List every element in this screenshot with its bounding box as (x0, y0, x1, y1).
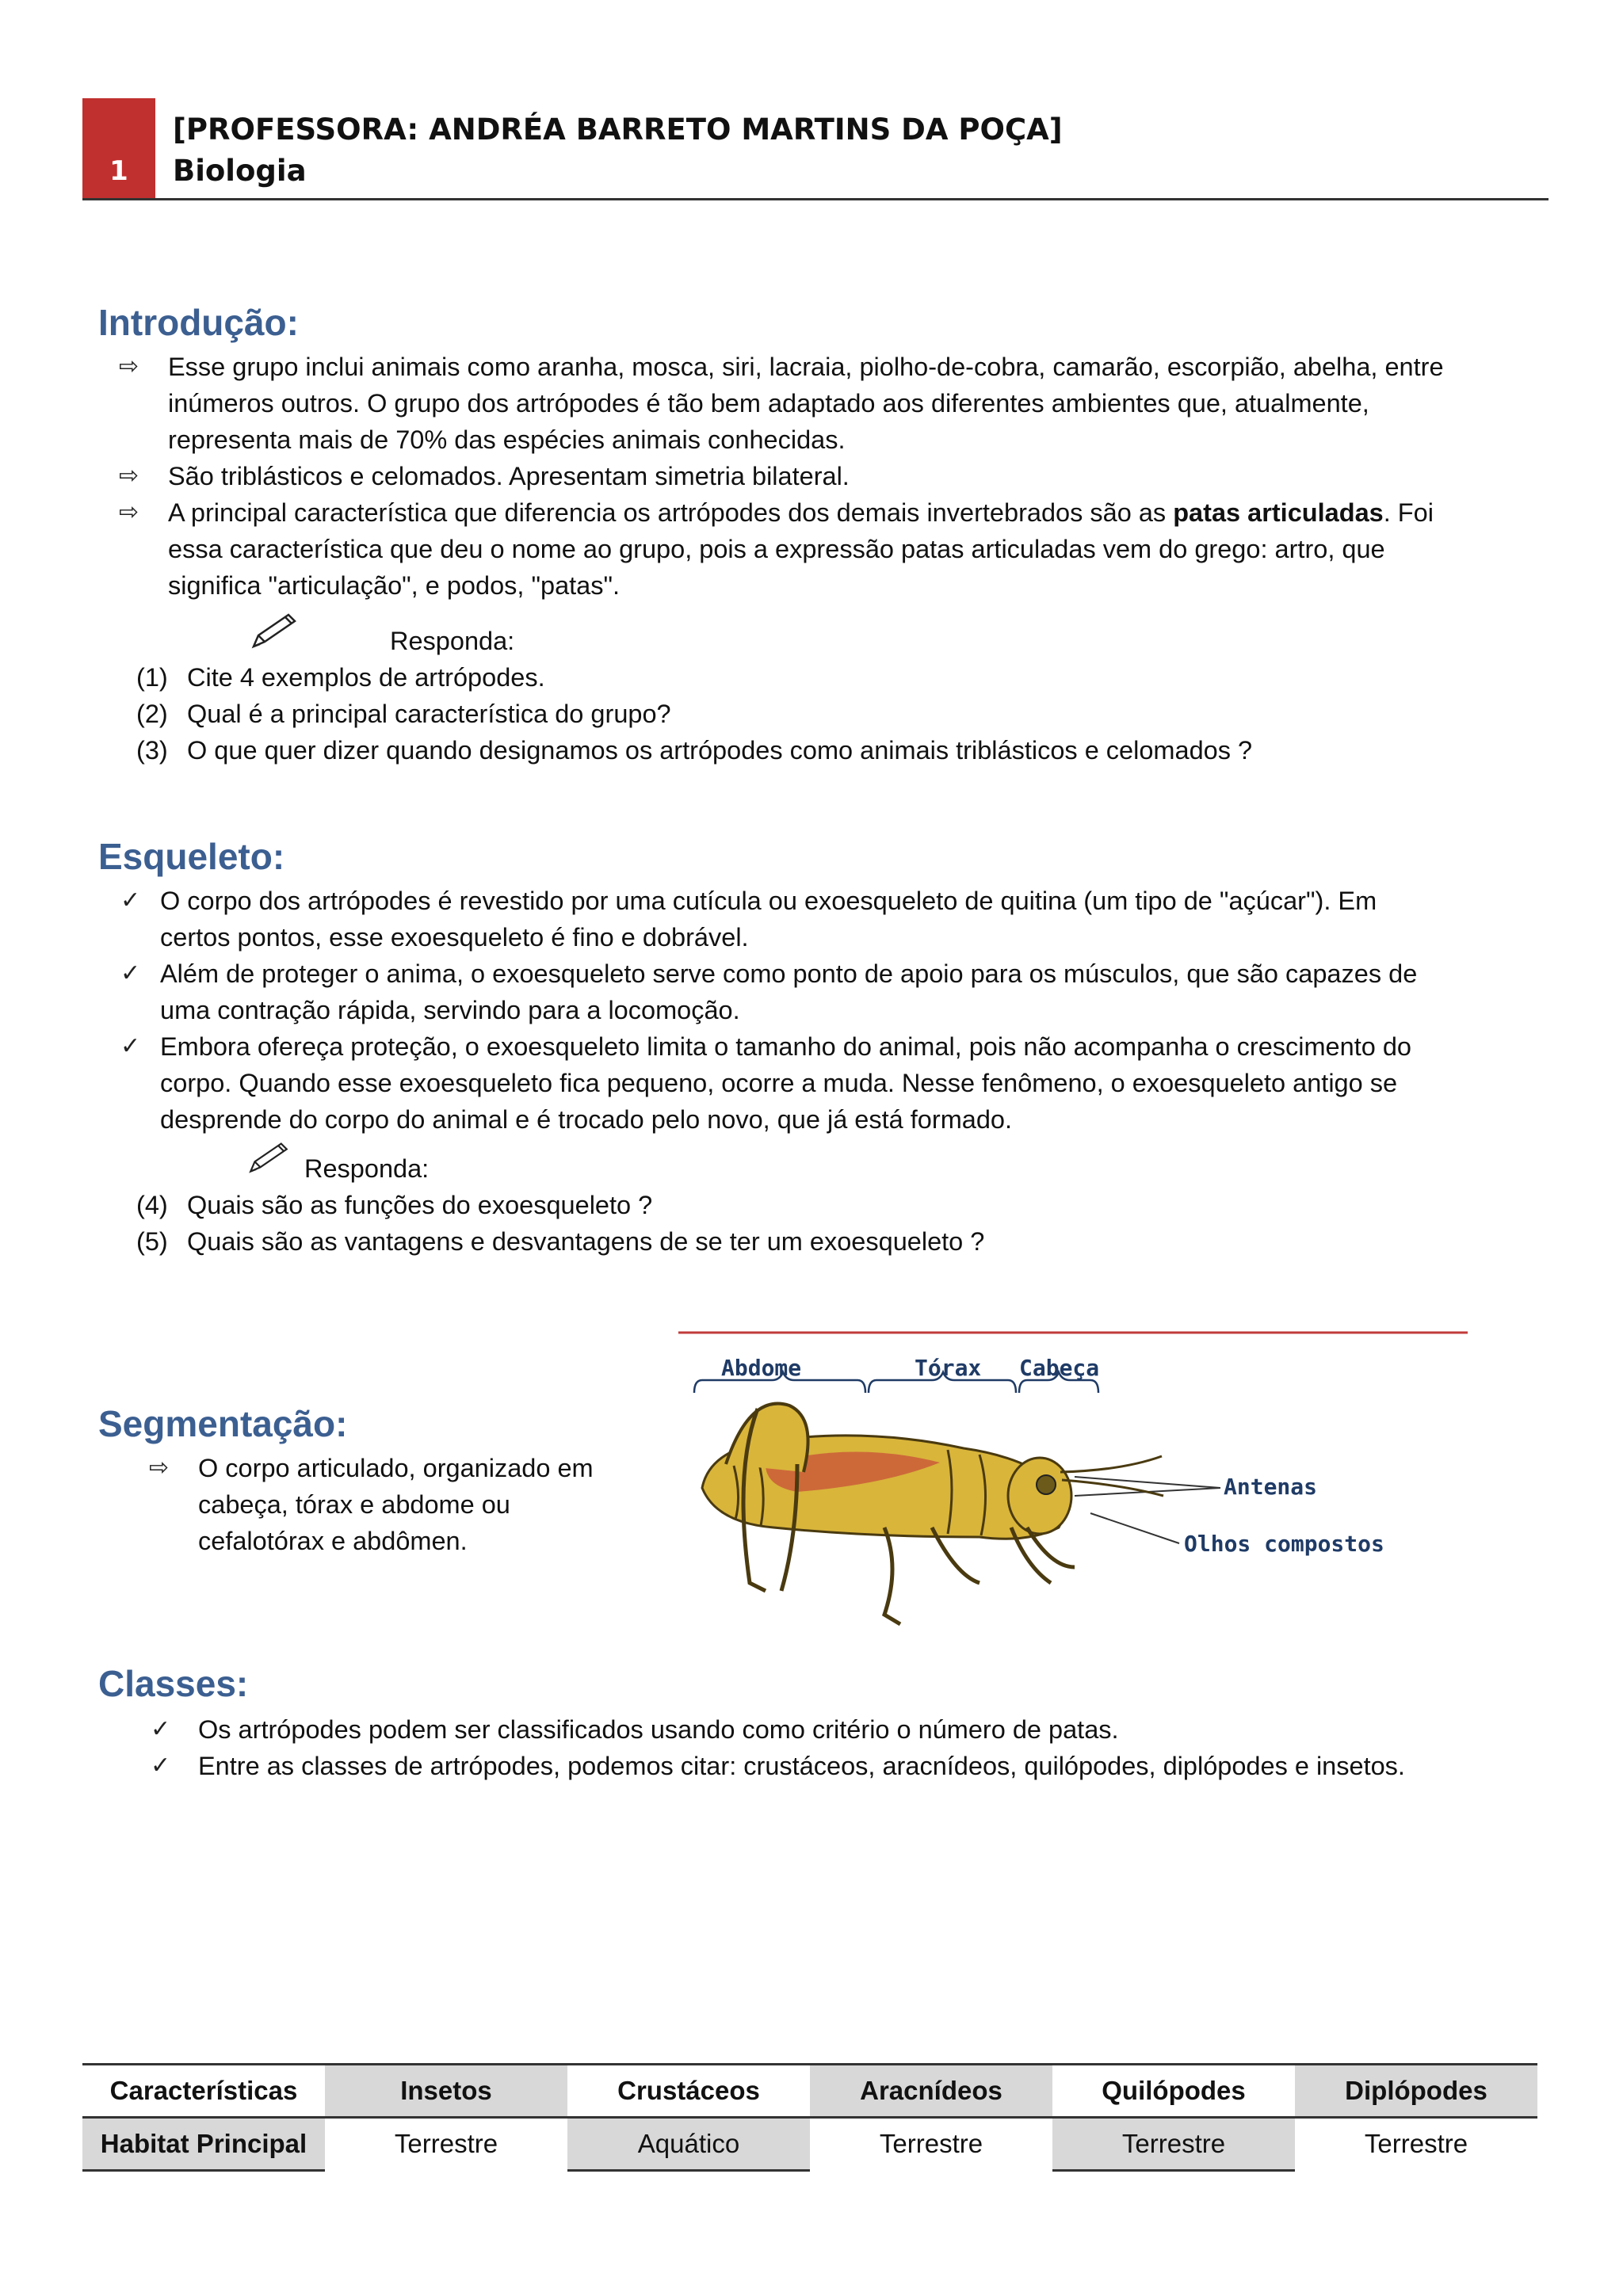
intro-bullet-2: São triblásticos e celomados. Apresentam simetria bilateral. (168, 462, 850, 490)
segmentation-line: O corpo articulado, organizado em (198, 1454, 594, 1482)
pencil-icon (250, 612, 298, 650)
table-cell: Terrestre (1052, 2119, 1295, 2169)
classes-bullet-1: Os artrópodes podem ser classificados usando como critério o número de patas. (198, 1715, 1119, 1744)
skeleton-line: O corpo dos artrópodes é revestido por uma cutícula ou exoesqueleto de quitina (um tipo de "açúcar"). Em (160, 887, 1377, 915)
table-cell: Terrestre (394, 2129, 498, 2158)
table-bottom-border (567, 2169, 810, 2172)
label-torax: Tórax (915, 1355, 982, 1381)
intro-bullet-1-line-3: representa mais de 70% das espécies animais conhecidas. (168, 425, 846, 454)
table-header-cell: Características (109, 2076, 298, 2105)
table-bottom-border (1052, 2169, 1295, 2172)
table-bottom-border (82, 2169, 325, 2172)
intro-answer-label: Responda: (390, 627, 515, 655)
skeleton-line: desprende do corpo do animal e é trocado pelo novo, que já está formado. (160, 1105, 1013, 1134)
intro-bullet-3-pre: A principal característica que diferencia os artrópodes dos demais invertebrados são as (168, 498, 1174, 527)
intro-bullet-3-post: . Foi (1383, 498, 1434, 527)
classes-bullet-2: Entre as classes de artrópodes, podemos citar: crustáceos, aracnídeos, quilópodes, diplópodes e insetos. (198, 1752, 1405, 1780)
segmentation-line: cefalotórax e abdômen. (198, 1527, 468, 1555)
skeleton-line: Além de proteger o anima, o exoesqueleto serve como ponto de apoio para os músculos, que são capazes de (160, 959, 1418, 988)
page-number: 1 (109, 155, 128, 187)
question-text: Quais são as vantagens e desvantagens de se ter um exoesqueleto ? (187, 1227, 985, 1256)
check-bullet-icon: ✓ (151, 1715, 171, 1743)
intro-heading: Introdução: (98, 302, 299, 343)
header-subject: Biologia (173, 154, 307, 188)
arrow-bullet-icon: ⇨ (119, 498, 139, 526)
table-header-cell: Quilópodes (1102, 2076, 1246, 2105)
intro-bullet-3-bold: patas articuladas (1173, 498, 1384, 527)
question-number: (2) (136, 700, 168, 728)
check-bullet-icon: ✓ (120, 887, 141, 914)
classes-heading: Classes: (98, 1663, 249, 1704)
question-number: (3) (136, 736, 168, 765)
table-header-cell: Crustáceos (617, 2076, 760, 2105)
question-text: Qual é a principal característica do grupo? (187, 700, 671, 728)
intro-bullet-3-line-2: essa característica que deu o nome ao grupo, pois a expressão patas articuladas vem do grego: artro, que (168, 535, 1385, 563)
question-number: (4) (136, 1191, 168, 1219)
table-cell: Habitat Principal (82, 2119, 325, 2169)
skeleton-answer-label: Responda: (304, 1154, 430, 1183)
label-antenas: Antenas (1224, 1474, 1318, 1500)
label-abdome: Abdome (721, 1355, 802, 1381)
intro-bullet-3-line-1 (168, 494, 1434, 531)
table-header-cell: Insetos (325, 2065, 567, 2116)
question-text: Quais são as funções do exoesqueleto ? (187, 1191, 653, 1219)
table-row (82, 2119, 1537, 2169)
segmentation-heading: Segmentação: (98, 1403, 348, 1444)
check-bullet-icon: ✓ (151, 1752, 171, 1779)
skeleton-heading: Esqueleto: (98, 836, 285, 877)
header-divider (82, 198, 1549, 200)
check-bullet-icon: ✓ (120, 1032, 141, 1060)
intro-bullet-1-line-1: Esse grupo inclui animais como aranha, mosca, siri, lacraia, piolho-de-cobra, camarão, escorpião, abelha, entre (168, 353, 1444, 381)
question-number: (1) (136, 663, 168, 692)
check-bullet-icon: ✓ (120, 959, 141, 987)
pencil-icon (247, 1141, 290, 1174)
skeleton-line: certos pontos, esse exoesqueleto é fino e dobrável. (160, 923, 749, 952)
arrow-bullet-icon: ⇨ (119, 353, 139, 380)
header-title: [PROFESSORA: ANDRÉA BARRETO MARTINS DA POÇA] (173, 113, 1063, 147)
segmentation-line: cabeça, tórax e abdome ou (198, 1490, 510, 1519)
skeleton-line: Embora ofereça proteção, o exoesqueleto limita o tamanho do animal, pois não acompanha o crescimento do (160, 1032, 1411, 1061)
label-cabeca: Cabeça (1019, 1355, 1100, 1381)
table-header-cell: Aracnídeos (810, 2065, 1052, 2116)
table-header-row (82, 2065, 1537, 2116)
intro-bullet-3-line-3: significa "articulação", e podos, "patas". (168, 571, 621, 600)
table-cell: Terrestre (879, 2129, 983, 2158)
label-olhos-compostos: Olhos compostos (1184, 1531, 1384, 1557)
grasshopper-diagram (678, 1329, 1471, 1654)
question-text: O que quer dizer quando designamos os artrópodes como animais triblásticos e celomados ? (187, 736, 1253, 765)
skeleton-line: corpo. Quando esse exoesqueleto fica pequeno, ocorre a muda. Nesse fenômeno, o exoesqueleto antigo se (160, 1069, 1398, 1097)
table-header-cell: Diplópodes (1295, 2065, 1537, 2116)
skeleton-line: uma contração rápida, servindo para a locomoção. (160, 996, 740, 1024)
intro-bullet-1-line-2: inúmeros outros. O grupo dos artrópodes é tão bem adaptado aos diferentes ambientes que, atualmente, (168, 389, 1369, 418)
table-cell: Terrestre (1364, 2129, 1468, 2158)
question-text: Cite 4 exemplos de artrópodes. (187, 663, 545, 692)
arrow-bullet-icon: ⇨ (119, 462, 139, 490)
question-number: (5) (136, 1227, 168, 1256)
table-cell: Aquático (567, 2119, 810, 2169)
arrow-bullet-icon: ⇨ (149, 1454, 170, 1482)
